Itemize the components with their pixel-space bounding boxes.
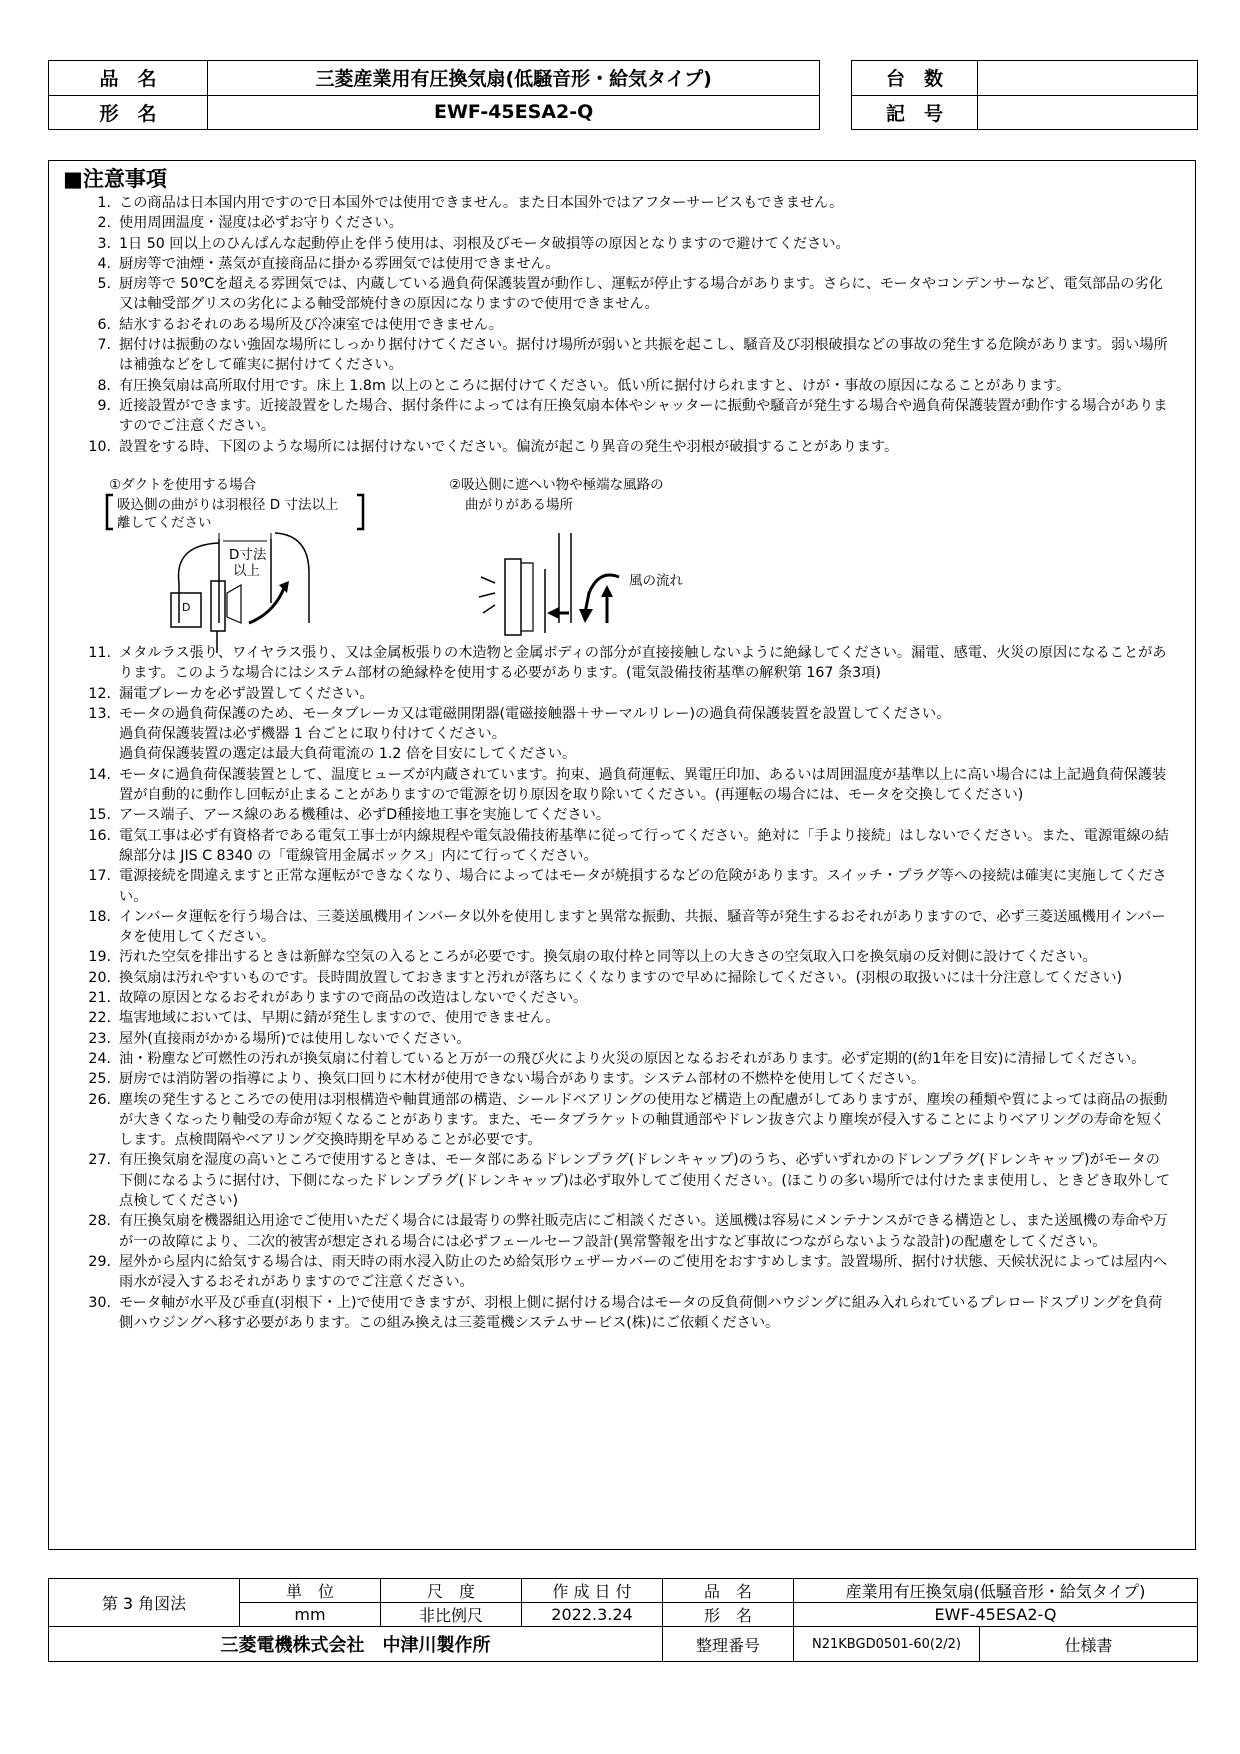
daisu-label: 台 数	[851, 61, 978, 96]
note-item	[63, 1049, 1173, 1069]
note-number: 11.	[88, 645, 111, 661]
note-item	[63, 1090, 1173, 1151]
note-number: 4.	[97, 255, 111, 272]
katamei-value: EWF-45ESA2-Q	[207, 95, 819, 130]
note-text: 近接設置ができます。近接設置をした場合、据付条件によっては有圧換気扇本体やシャッターに振動や騒音が発生する場合や過負荷保護装置が動作する場合がありますのでご注意ください。	[119, 397, 1168, 435]
note-item	[63, 396, 1173, 437]
note-text: アース端子、アース線のある機種は、必ずD種接地工事を実施してください。	[119, 807, 611, 824]
note-text: 設置をする時、下図のような場所には据付けないでください。偏流が起こり異音の発生や羽根が破損することがあります。	[119, 438, 899, 455]
note-text: 油・粉塵など可燃性の汚れが換気扇に付着していると万が一の飛び火により火災の原因となるおそれがあります。必ず定期的(約1年を目安)に清掃してください。	[119, 1050, 1146, 1067]
kigou-label: 記 号	[851, 95, 978, 130]
doc-type: 仕様書	[980, 1627, 1198, 1662]
note-number: 20.	[88, 969, 111, 986]
note-text: インバータ運転を行う場合は、三菱送風機用インバータ以外を使用しますと異常な振動、共振、騒音等が発生するおそれがありますので、必ず三菱送風機用インバータを使用してください。	[119, 908, 1166, 946]
unit-label: 単 位	[240, 1579, 381, 1603]
daisu-value	[978, 61, 1198, 96]
note-text: 漏電ブレーカを必ず設置してください。	[119, 685, 374, 702]
note-number: 10.	[88, 438, 111, 455]
note-item	[63, 193, 1173, 213]
note-text: 1日 50 回以上のひんぱんな起動停止を伴う使用は、羽根及びモータ破損等の原因となりますので避けてください。	[119, 235, 850, 252]
note-number: 25.	[88, 1071, 111, 1088]
note-text: 使用周囲温度・湿度は必ずお守りください。	[119, 215, 403, 232]
note-item	[63, 947, 1173, 967]
note-number: 22.	[88, 1010, 111, 1027]
date-value: 2022.3.24	[522, 1603, 663, 1627]
note-item	[63, 437, 1173, 457]
note-number: 6.	[97, 316, 111, 333]
note-item	[63, 805, 1173, 825]
note-item	[63, 968, 1173, 988]
note-number: 2.	[97, 215, 111, 232]
note-text: 屋外から屋内に給気する場合は、雨天時の雨水浸入防止のため給気形ウェザーカバーのご使用をおすすめします。設置場所、据付け状態、天候状況によっては屋内へ雨水が浸入するおそれがありますのでご注意ください。	[119, 1253, 1168, 1291]
note-number: 13.	[88, 705, 111, 722]
case2-title-line2: 曲がりがある場所	[465, 497, 573, 513]
case1-title: ①ダクトを使用する場合	[109, 477, 257, 493]
case2-title-line1: ②吸込側に遮へい物や極端な風路の	[449, 477, 664, 493]
note-item	[63, 826, 1173, 867]
unit-value: mm	[240, 1603, 381, 1627]
note-subtext: 過負荷保護装置の選定は最大負荷電流の 1.2 倍を目安にしてください。	[119, 746, 577, 763]
note-item	[63, 1008, 1173, 1028]
note-number: 26.	[88, 1091, 111, 1108]
note-number: 9.	[97, 397, 111, 414]
case1-note-line1: 吸込側の曲がりは羽根径 D 寸法以上	[117, 497, 339, 513]
note-number: 3.	[97, 235, 111, 252]
note-item	[63, 684, 1173, 704]
note-item	[63, 274, 1173, 315]
note-subtext: 過負荷保護装置は必ず機器 1 台ごとに取り付けてください。	[119, 726, 506, 743]
notes-box	[48, 160, 1196, 1550]
note-text: 故障の原因となるおそれがありますので商品の改造はしないでください。	[119, 990, 588, 1007]
note-item	[63, 988, 1173, 1008]
note-item	[63, 1029, 1173, 1049]
note-item	[63, 1069, 1173, 1089]
date-label: 作 成 日 付	[522, 1579, 663, 1603]
note-number: 7.	[97, 337, 111, 354]
notes-list-1	[63, 193, 1173, 457]
note-number: 1.	[97, 195, 111, 211]
note-number: 29.	[88, 1253, 111, 1270]
note-text: 電源接続を間違えますと正常な運転ができなくなり、場合によってはモータが焼損するなどの危険があります。スイッチ・プラグ等への接続は確実に実施してください。	[119, 868, 1167, 905]
note-number: 17.	[88, 868, 111, 885]
note-number: 5.	[97, 276, 111, 293]
note-text: 厨房では消防署の指導により、換気口回りに木材が使用できない場合があります。システム部材の不燃枠を使用してください。	[119, 1071, 926, 1088]
note-text: 塵埃の発生するところでの使用は羽根構造や軸貫通部の構造、シールドベアリングの使用など構造上の配慮がしてありますが、塵埃の種類や質によっては商品の振動が大きくなったり軸受の寿命が短くなることがあります。また、モータブラケットの軸貫通部やドレン抜き穴より塵埃が侵入することによりベアリングの寿命を短くします。点検間隔やベアリング交換時期を早めることが必要です。	[119, 1091, 1168, 1149]
note-item	[63, 335, 1173, 376]
katamei-value-footer: EWF-45ESA2-Q	[794, 1603, 1198, 1627]
note-number: 16.	[88, 827, 111, 844]
note-text: メタルラス張り、ワイヤラス張り、又は金属板張りの木造物と金属ボディの部分が直接接触しないように絶縁してください。漏電、感電、火災の原因になることがあります。このような場合にはシステム部材の絶縁枠を使用する必要があります。(電気設備技術基準の解釈第 167 条3項)	[119, 645, 1167, 682]
note-number: 15.	[88, 807, 111, 824]
note-number: 28.	[88, 1213, 111, 1230]
note-item	[63, 866, 1173, 907]
hinmei-label-footer: 品 名	[663, 1579, 794, 1603]
note-number: 23.	[88, 1030, 111, 1047]
hinmei-value: 三菱産業用有圧換気扇(低騒音形・給気タイプ)	[207, 61, 819, 96]
note-text: 厨房等で油煙・蒸気が直接商品に掛かる雰囲気では使用できません。	[119, 255, 560, 272]
scale-value: 非比例尺	[381, 1603, 522, 1627]
note-text: この商品は日本国内用ですので日本国外では使用できません。また日本国外ではアフターサービスもできません。	[119, 195, 844, 211]
note-number: 8.	[97, 377, 111, 394]
hinmei-label: 品 名	[49, 61, 208, 96]
katamei-label-footer: 形 名	[663, 1603, 794, 1627]
note-item	[63, 1150, 1173, 1211]
note-text: 厨房等で 50℃を超える雰囲気では、内蔵している過負荷保護装置が動作し、運転が停止する場合があります。さらに、モータやコンデンサーなど、電気部品の劣化又は軸受部グリスの劣化による軸受部焼付きの原因になりますので使用できません。	[119, 276, 1163, 313]
note-number: 12.	[88, 685, 111, 702]
hinmei-value-footer: 産業用有圧換気扇(低騒音形・給気タイプ)	[794, 1579, 1198, 1603]
header-table	[48, 60, 1198, 130]
company-name: 三菱電機株式会社 中津川製作所	[49, 1627, 663, 1662]
note-text: 有圧換気扇を機器組込用途でご使用いただく場合には最寄りの弊社販売店にご相談ください。送風機は容易にメンテナンスができる構造とし、また送風機の寿命や万が一の故障により、二次的被害が想定される場合には必ずフェールセーフ設計(異常警報を出すなど事故につながらないような設計)の配慮をしてください。	[119, 1213, 1168, 1250]
seiri-label: 整理番号	[663, 1627, 794, 1662]
note-number: 21.	[88, 990, 111, 1007]
projection: 第 3 角図法	[49, 1579, 240, 1627]
seiri-value: N21KBGD0501-60(2/2)	[794, 1627, 980, 1662]
katamei-label: 形 名	[49, 95, 208, 130]
note-text: モータ軸が水平及び垂直(羽根下・上)で使用できますが、羽根上側に据付ける場合はモータの反負荷側ハウジングに組み入れられているプレロードスプリングを負荷側ハウジングへ移す必要があります。この組み換えは三菱電機システムサービス(株)にご依頼ください。	[119, 1294, 1163, 1331]
note-item	[63, 1252, 1173, 1293]
note-number: 18.	[88, 908, 111, 925]
note-item	[63, 704, 1173, 765]
note-number: 14.	[88, 766, 111, 783]
footer-table	[48, 1578, 1198, 1662]
case1-dim-line1: D寸法	[229, 547, 267, 563]
note-item	[63, 376, 1173, 396]
case1-d-label: D	[182, 601, 191, 614]
note-item	[63, 907, 1173, 948]
note-item	[63, 213, 1173, 233]
case1-dim-line2: 以上	[233, 563, 260, 579]
notes-list-2	[63, 643, 1173, 1333]
note-item	[63, 315, 1173, 335]
note-item	[63, 1293, 1173, 1334]
note-number: 30.	[88, 1294, 111, 1311]
note-text: モータに過負荷保護装置として、温度ヒューズが内蔵されています。拘束、過負荷運転、異電圧印加、あるいは周囲温度が基準以上に高い場合には上記過負荷保護装置が自動的に動作し回転が止まることがありますので電源を切り原因を取り除いてください。(再運転の場合には、モータを交換してください)	[119, 766, 1167, 804]
case2-flow-label: 風の流れ	[629, 573, 683, 589]
note-text: 屋外(直接雨がかかる場所)では使用しないでください。	[119, 1030, 471, 1047]
note-text: 塩害地域においては、早期に錆が発生しますので、使用できません。	[119, 1010, 560, 1027]
notes-title: ■注意事項	[63, 167, 167, 191]
note-text: 換気扇は汚れやすいものです。長時間放置しておきますと汚れが落ちにくくなりますので早めに掃除してください。(羽根の取扱いには十分注意してください)	[119, 969, 1123, 986]
note-text: モータの過負荷保護のため、モータブレーカ又は電磁開閉器(電磁接触器＋サーマルリレー)の過負荷保護装置を設置してください。	[119, 705, 951, 722]
note-number: 19.	[88, 949, 111, 966]
kigou-value	[978, 95, 1198, 130]
note-text: 電気工事は必ず有資格者である電気工事士が内線規程や電気設備技術基準に従って行ってください。絶対に「手より接続」はしないでください。また、電源電線の結線部分は JIS C 8340 の「電線管用金属ボックス」内にて行ってください。	[119, 827, 1169, 864]
note-number: 24.	[88, 1050, 111, 1067]
note-item	[63, 234, 1173, 254]
note-number: 27.	[88, 1152, 111, 1169]
note-text: 結氷するおそれのある場所及び冷凍室では使用できません。	[119, 316, 503, 333]
note-item	[63, 254, 1173, 274]
note-item	[63, 1211, 1173, 1252]
note-text: 有圧換気扇を湿度の高いところで使用するときは、モータ部にあるドレンプラグ(ドレンキャップ)のうち、必ずいずれかのドレンプラグ(ドレンキャップ)がモータの下側になるように据付け、下側になったドレンプラグ(ドレンキャップ)は必ず取外してご使用ください。(ほこりの多い場所では付けたまま使用し、ときどき取外して点検してください)	[119, 1152, 1171, 1210]
note-text: 有圧換気扇は高所取付用です。床上 1.8m 以上のところに据付けてください。低い所に据付けられますと、けが・事故の原因になることがあります。	[119, 377, 1071, 394]
note-text: 汚れた空気を排出するときは新鮮な空気の入るところが必要です。換気扇の取付枠と同等以上の大きさの空気取入口を換気扇の反対側に設けてください。	[119, 949, 1097, 966]
note-text: 据付けは振動のない強固な場所にしっかり据付けてください。据付け場所が弱いと共振を起こし、騒音及び羽根破損などの事故の発生する危険があります。弱い場所は補強などをして確実に据付けてください。	[119, 337, 1168, 374]
note-item	[63, 765, 1173, 806]
installation-figure	[99, 473, 699, 663]
scale-label: 尺 度	[381, 1579, 522, 1603]
case1-note-line2: 離してください	[117, 515, 212, 531]
figure-drawing	[99, 473, 699, 663]
